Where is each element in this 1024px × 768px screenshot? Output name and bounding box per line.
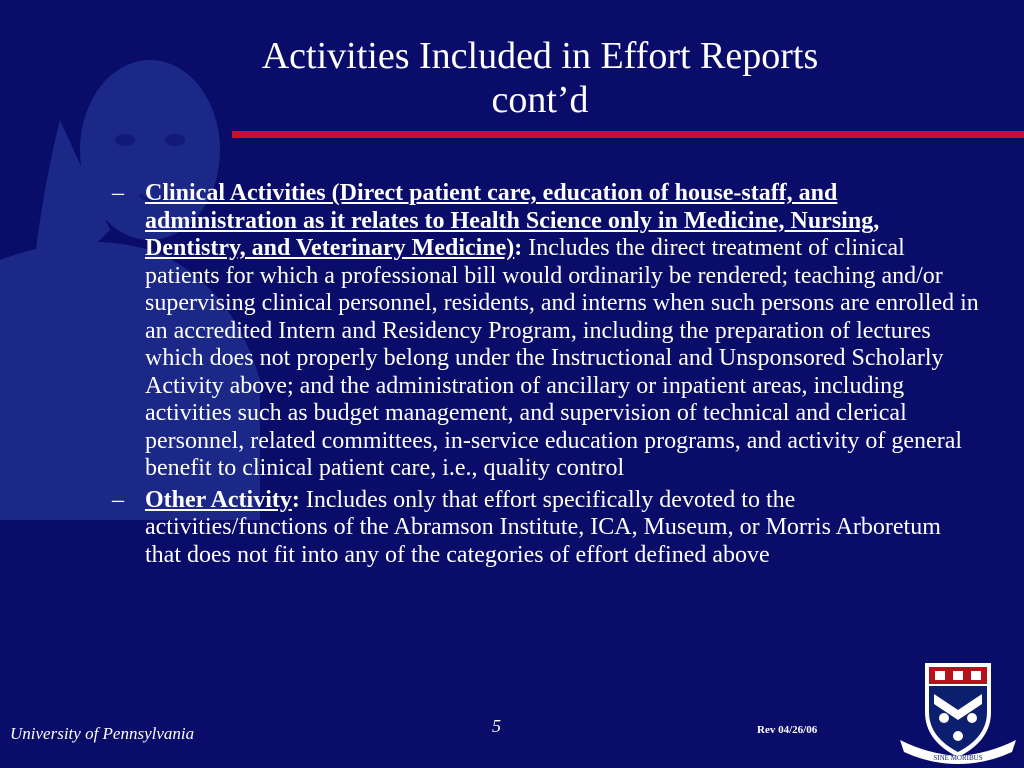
- bullet-marker: –: [112, 180, 124, 206]
- title-line-2: cont’d: [491, 79, 589, 121]
- bullet-heading: Other Activity: [145, 486, 292, 513]
- title-line-1: Activities Included in Effort Reports: [261, 35, 819, 77]
- bullet-text: [145, 487, 982, 570]
- list-item: [112, 180, 982, 483]
- page-number: 5: [492, 716, 501, 736]
- seal-motto: SINE MORIBUS: [933, 754, 983, 762]
- bullet-marker: –: [112, 486, 124, 513]
- bullet-body: Includes only that effort specifically devoted to the activities/functions of the Abramson Institute, ICA, Museum, or Morris Arboretum that does not fit into any of the categories of effort defined above: [145, 486, 941, 568]
- bullet-body: Includes the direct treatment of clinical patients for which a professional bill would ordinarily be rendered; teaching and/or supervising clinical personnel, residents, and interns when such persons are enrolled in an accredited Intern and Residency Program, including the preparation of lectures which does not properly belong under the Instructional and Unsponsored Scholarly Activity above; and the administration of ancillary or inpatient areas, including activities such as budget management, and supervision of technical and clerical personnel, related committees, in-service education programs, and activity of general benefit to clinical patient care, i.e., quality control: [145, 235, 979, 481]
- bullet-heading: Clinical Activities (Direct patient care, education of house-staff, and administration as it relates to Health Science only in Medicine, Nursing, Dentistry, and Veterinary Medicine): [145, 180, 880, 261]
- revision-date: Rev 04/26/06: [757, 724, 818, 736]
- bullet-colon: :: [291, 486, 300, 513]
- list-item: [112, 487, 982, 570]
- slide-title: [130, 34, 950, 122]
- title-divider: [232, 131, 1024, 138]
- bullet-colon: :: [514, 235, 523, 261]
- footer-institution: University of Pennsylvania: [10, 724, 195, 743]
- bullet-text: [145, 180, 982, 483]
- bullet-list: [112, 180, 982, 573]
- university-shield-icon: [898, 660, 1018, 764]
